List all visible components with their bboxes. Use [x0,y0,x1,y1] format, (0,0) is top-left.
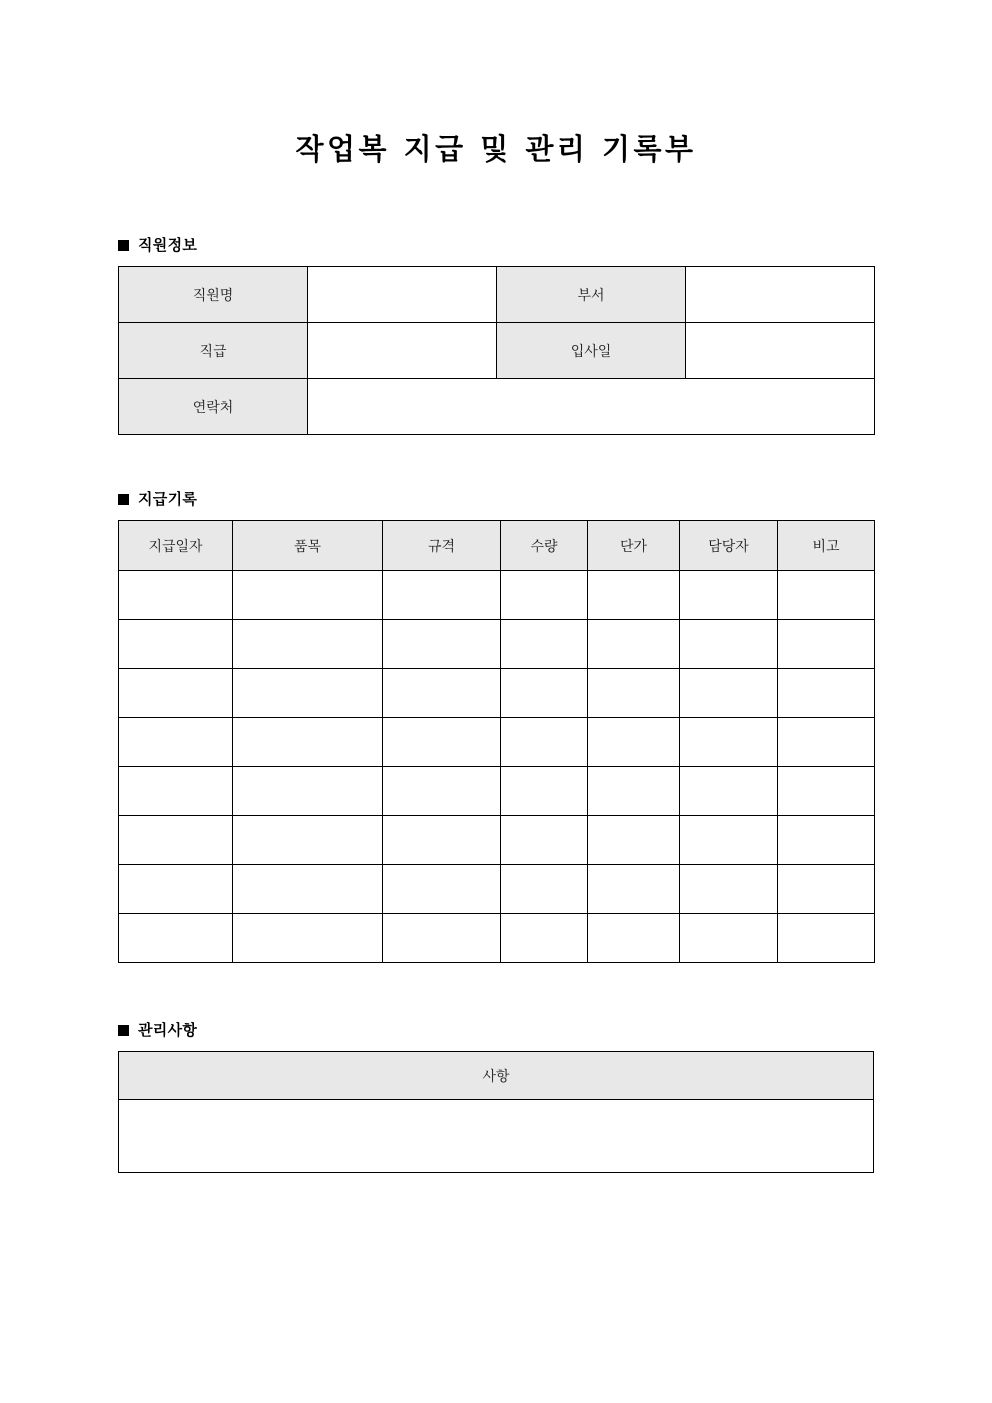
bullet-square-icon [118,494,129,505]
field-value-position[interactable] [308,323,497,379]
cell-remarks[interactable] [778,669,875,718]
table-row [119,718,875,767]
cell-issue-date[interactable] [119,669,233,718]
cell-remarks[interactable] [778,718,875,767]
cell-unit-price[interactable] [588,620,680,669]
field-label-position: 직급 [119,323,308,379]
column-header-remarks: 비고 [778,521,875,571]
cell-remarks[interactable] [778,914,875,963]
field-value-department[interactable] [686,267,875,323]
issuance-record-table [118,520,875,963]
table-row [119,620,875,669]
cell-issue-date[interactable] [119,816,233,865]
cell-spec[interactable] [383,767,501,816]
section-heading-label: 지급기록 [138,490,198,509]
employee-info-table [118,266,875,435]
field-label-contact: 연락처 [119,379,308,435]
table-row [119,914,875,963]
cell-handler[interactable] [680,620,778,669]
cell-unit-price[interactable] [588,816,680,865]
cell-spec[interactable] [383,669,501,718]
column-header-quantity: 수량 [501,521,588,571]
cell-remarks[interactable] [778,571,875,620]
cell-item[interactable] [233,914,383,963]
cell-spec[interactable] [383,620,501,669]
column-header-spec: 규격 [383,521,501,571]
section-heading-label: 직원정보 [138,236,198,255]
cell-issue-date[interactable] [119,718,233,767]
cell-unit-price[interactable] [588,571,680,620]
cell-unit-price[interactable] [588,669,680,718]
management-notes-table [118,1051,874,1173]
column-header-handler: 담당자 [680,521,778,571]
field-value-hire-date[interactable] [686,323,875,379]
cell-quantity[interactable] [501,571,588,620]
cell-handler[interactable] [680,571,778,620]
cell-handler[interactable] [680,669,778,718]
cell-item[interactable] [233,571,383,620]
section-issuance-record [0,435,992,963]
cell-item[interactable] [233,718,383,767]
cell-handler[interactable] [680,767,778,816]
table-row [119,669,875,718]
cell-spec[interactable] [383,571,501,620]
cell-unit-price[interactable] [588,767,680,816]
table-row [119,865,875,914]
cell-item[interactable] [233,816,383,865]
field-value-employee-name[interactable] [308,267,497,323]
field-value-contact[interactable] [308,379,875,435]
cell-remarks[interactable] [778,620,875,669]
cell-spec[interactable] [383,816,501,865]
section-heading-issuance-record [0,492,992,507]
table-row [119,323,875,379]
cell-quantity[interactable] [501,816,588,865]
column-header-unit-price: 단가 [588,521,680,571]
cell-issue-date[interactable] [119,767,233,816]
cell-quantity[interactable] [501,865,588,914]
cell-item[interactable] [233,767,383,816]
section-employee-info [0,166,992,435]
bullet-square-icon [118,240,129,251]
cell-quantity[interactable] [501,620,588,669]
cell-issue-date[interactable] [119,571,233,620]
table-row [119,816,875,865]
bullet-square-icon [118,1025,129,1036]
table-row [119,767,875,816]
cell-unit-price[interactable] [588,865,680,914]
cell-issue-date[interactable] [119,914,233,963]
cell-quantity[interactable] [501,718,588,767]
cell-issue-date[interactable] [119,620,233,669]
cell-quantity[interactable] [501,914,588,963]
cell-handler[interactable] [680,816,778,865]
cell-item[interactable] [233,865,383,914]
table-row [119,571,875,620]
cell-remarks[interactable] [778,767,875,816]
cell-item[interactable] [233,620,383,669]
cell-handler[interactable] [680,865,778,914]
column-header-issue-date: 지급일자 [119,521,233,571]
section-heading-employee-info [0,238,992,253]
field-label-department: 부서 [497,267,686,323]
table-row [119,379,875,435]
field-label-employee-name: 직원명 [119,267,308,323]
cell-unit-price[interactable] [588,914,680,963]
table-row [119,1100,874,1173]
cell-quantity[interactable] [501,767,588,816]
section-heading-label: 관리사항 [138,1021,198,1040]
cell-handler[interactable] [680,914,778,963]
cell-unit-price[interactable] [588,718,680,767]
column-header-item: 품목 [233,521,383,571]
section-heading-management-notes [0,1023,992,1038]
cell-handler[interactable] [680,718,778,767]
cell-notes-body[interactable] [119,1100,874,1173]
cell-issue-date[interactable] [119,865,233,914]
cell-spec[interactable] [383,718,501,767]
cell-spec[interactable] [383,914,501,963]
table-row [119,267,875,323]
cell-quantity[interactable] [501,669,588,718]
cell-item[interactable] [233,669,383,718]
table-header-row [119,521,875,571]
section-management-notes [0,963,992,1173]
cell-remarks[interactable] [778,865,875,914]
field-label-hire-date: 입사일 [497,323,686,379]
column-header-notes: 사항 [119,1052,874,1100]
cell-remarks[interactable] [778,816,875,865]
table-header-row [119,1052,874,1100]
page-title: 작업복 지급 및 관리 기록부 [295,132,697,166]
cell-spec[interactable] [383,865,501,914]
